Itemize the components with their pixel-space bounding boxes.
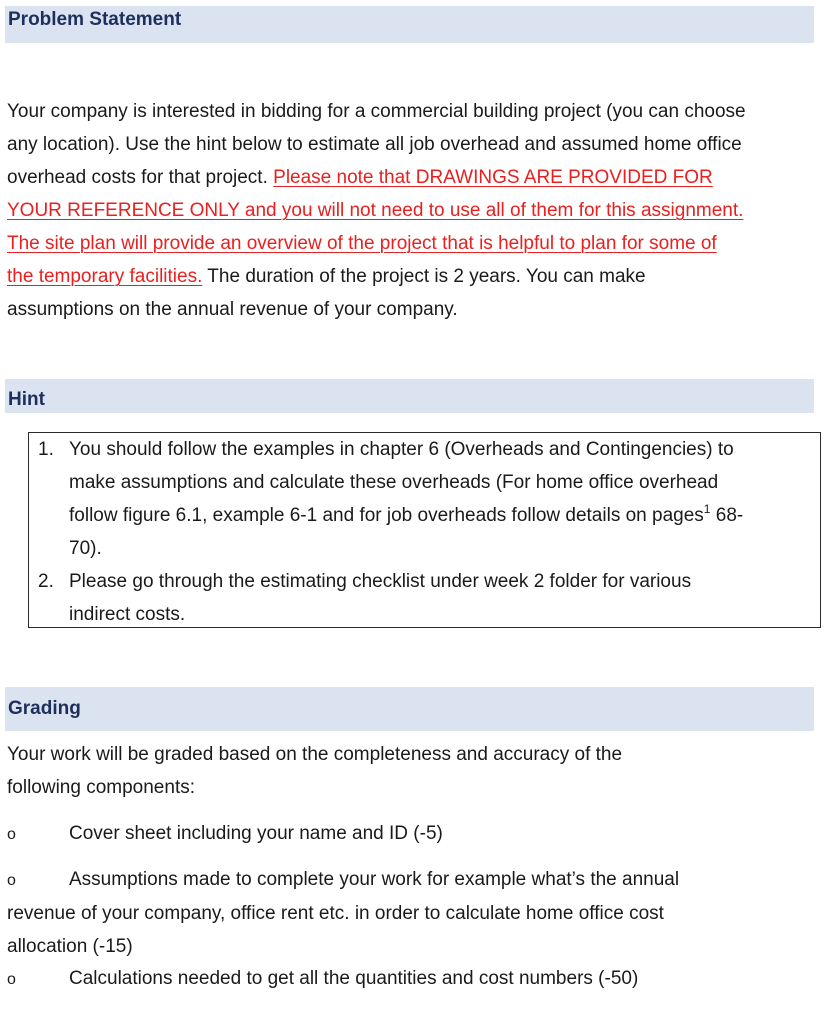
problem-line bbox=[7, 227, 817, 260]
grading-item-text: Assumptions made to complete your work for example what’s the annual bbox=[69, 869, 680, 890]
grading-heading bbox=[5, 687, 814, 731]
grading-item bbox=[7, 817, 817, 851]
drawings-note: The site plan will provide an overview of the project that is helpful to plan for some of bbox=[7, 233, 717, 254]
grading-item-text: allocation (-15) bbox=[7, 936, 133, 957]
grading-item bbox=[7, 962, 817, 996]
problem-statement-title: Problem Statement bbox=[8, 9, 182, 30]
hint-box bbox=[28, 432, 821, 628]
hint-title: Hint bbox=[8, 389, 45, 410]
drawings-note: Please note that DRAWINGS ARE PROVIDED FOR bbox=[273, 167, 713, 188]
hint-line: Please go through the estimating checklist under week 2 folder for various bbox=[69, 571, 692, 592]
problem-line: Your company is interested in bidding for a commercial building project (you can choose bbox=[7, 101, 746, 122]
hint-text: follow figure 6.1, example 6-1 and for job overheads follow details on pages bbox=[69, 505, 704, 526]
problem-line: assumptions on the annual revenue of your company. bbox=[7, 299, 458, 320]
problem-line bbox=[7, 161, 817, 194]
grading-item bbox=[7, 863, 817, 963]
problem-line bbox=[7, 260, 817, 293]
grading-item-text: Calculations needed to get all the quantities and cost numbers (-50) bbox=[69, 968, 639, 989]
grading-line: Your work will be graded based on the completeness and accuracy of the bbox=[7, 744, 623, 765]
hint-line: indirect costs. bbox=[69, 604, 186, 625]
hint-number: 1. bbox=[38, 439, 54, 460]
problem-text: The duration of the project is 2 years. You can make bbox=[202, 266, 646, 287]
problem-statement-heading bbox=[5, 6, 814, 43]
drawings-note: the temporary facilities. bbox=[7, 266, 203, 287]
problem-line bbox=[7, 194, 817, 227]
hint-item bbox=[29, 433, 809, 565]
hint-line: You should follow the examples in chapter 6 (Overheads and Contingencies) to bbox=[69, 439, 734, 460]
hint-heading bbox=[5, 379, 814, 413]
hint-text: 68- bbox=[710, 505, 744, 526]
bullet-icon: o bbox=[7, 971, 16, 988]
problem-statement-body bbox=[7, 95, 817, 326]
hint-line bbox=[69, 499, 809, 532]
hint-number: 2. bbox=[38, 571, 54, 592]
bullet-icon: o bbox=[7, 872, 16, 889]
grading-intro bbox=[7, 738, 817, 804]
hint-list bbox=[29, 433, 820, 631]
grading-line: following components: bbox=[7, 777, 195, 798]
hint-line: 70). bbox=[69, 538, 102, 559]
grading-title: Grading bbox=[8, 698, 81, 719]
bullet-icon: o bbox=[7, 826, 16, 843]
problem-line: any location). Use the hint below to estimate all job overhead and assumed home office bbox=[7, 134, 742, 155]
grading-item-text: revenue of your company, office rent etc. in order to calculate home office cost bbox=[7, 903, 664, 924]
footnote-marker: 1 bbox=[703, 502, 711, 516]
problem-text: overhead costs for that project. bbox=[7, 167, 274, 188]
grading-item-text: Cover sheet including your name and ID (-5) bbox=[69, 823, 443, 844]
drawings-note: YOUR REFERENCE ONLY and you will not need to use all of them for this assignment. bbox=[7, 200, 744, 221]
hint-item bbox=[29, 565, 809, 631]
hint-line: make assumptions and calculate these overheads (For home office overhead bbox=[69, 472, 719, 493]
